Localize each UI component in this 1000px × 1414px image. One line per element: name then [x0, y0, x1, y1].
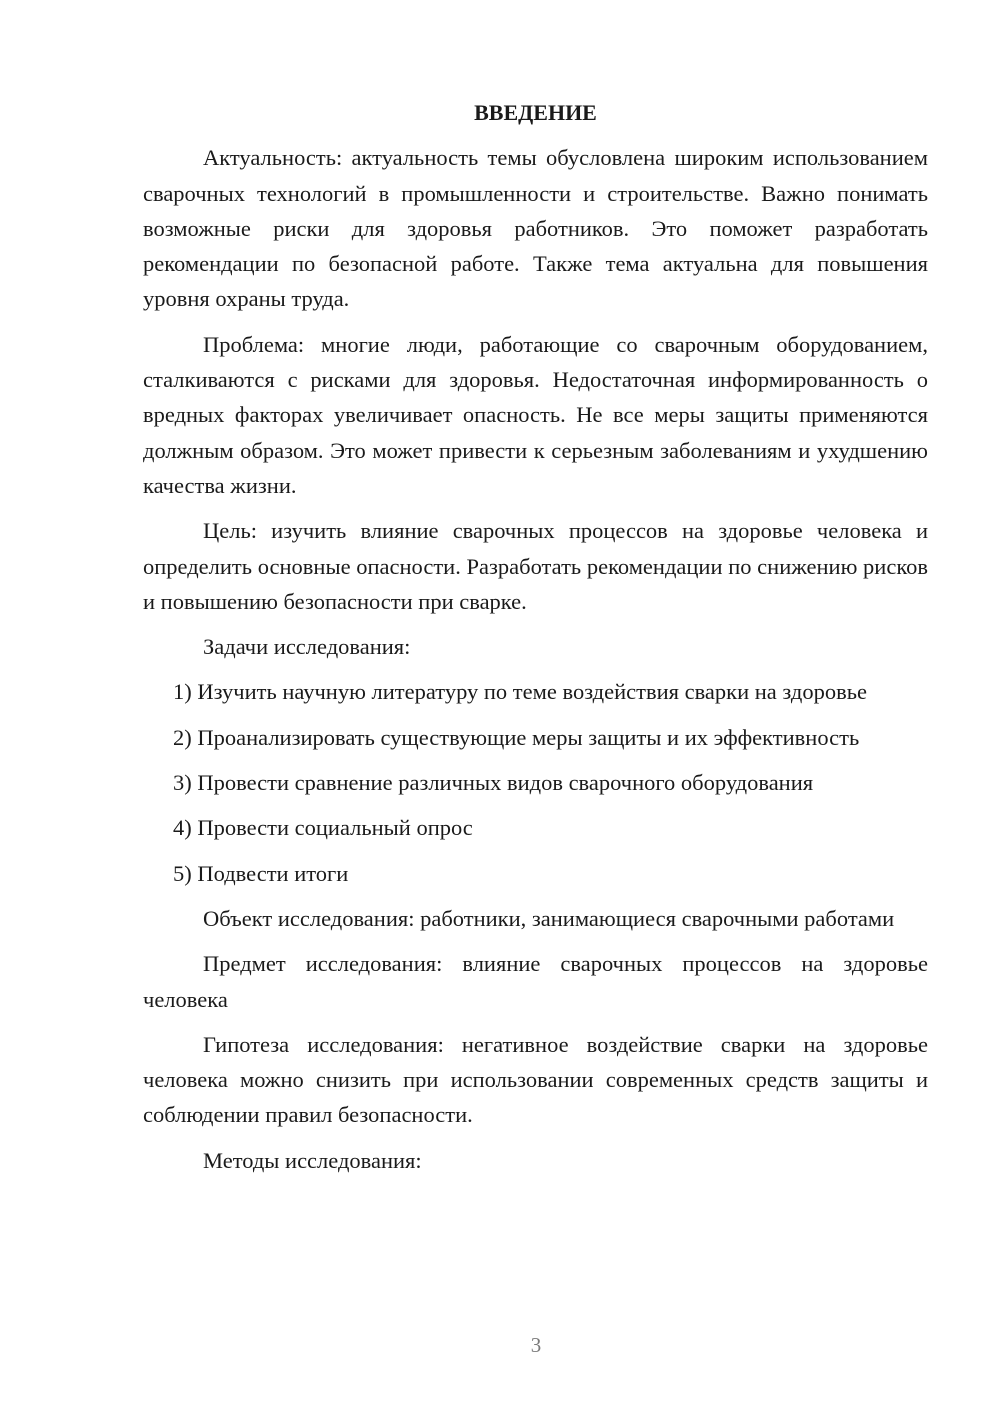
list-item: 2) Проанализировать существующие меры защиты и их эффективность	[173, 724, 860, 750]
object-paragraph: Объект исследования: работники, занимающиеся сварочными работами	[203, 905, 895, 931]
relevance-paragraph: Актуальность: актуальность темы обусловлена широким использованием сварочных технологий в промышленности и строительстве. Важно понимать возможные риски для здоровья работников. Это поможет разработать рекомендации по безопасной работе. Также тема актуальна для повышения уровня охраны труда.	[143, 145, 928, 312]
tasks-heading: Задачи исследования:	[203, 634, 411, 660]
goal-paragraph: Цель: изучить влияние сварочных процессов на здоровье человека и определить основные опасности. Разработать рекомендации по снижению рисков и повышению безопасности при сварке.	[143, 518, 928, 614]
tasks-list	[143, 674, 928, 890]
list-item: 4) Провести социальный опрос	[173, 815, 473, 841]
section-title: ВВЕДЕНИЕ	[474, 100, 597, 125]
subject-paragraph: Предмет исследования: влияние сварочных процессов на здоровье человека	[143, 951, 928, 1012]
hypothesis-paragraph: Гипотеза исследования: негативное воздействие сварки на здоровье человека можно снизить при использовании современных средств защиты и соблюдении правил безопасности.	[143, 1031, 928, 1128]
list-item: 5) Подвести итоги	[173, 860, 349, 886]
page-content	[143, 95, 928, 1188]
list-item: 3) Провести сравнение различных видов сварочного оборудования	[173, 770, 814, 796]
problem-paragraph: Проблема: многие люди, работающие со сварочным оборудованием, сталкиваются с рисками для здоровья. Недостаточная информированность о вредных факторах увеличивает опасность. Не все меры защиты применяются должным образом. Это может привести к серьезным заболеваниям и ухудшению качества жизни.	[143, 331, 928, 498]
list-item: 1) Изучить научную литературу по теме воздействия сварки на здоровье	[173, 679, 867, 705]
methods-heading: Методы исследования:	[203, 1147, 422, 1173]
page-number: 3	[530, 1333, 542, 1357]
